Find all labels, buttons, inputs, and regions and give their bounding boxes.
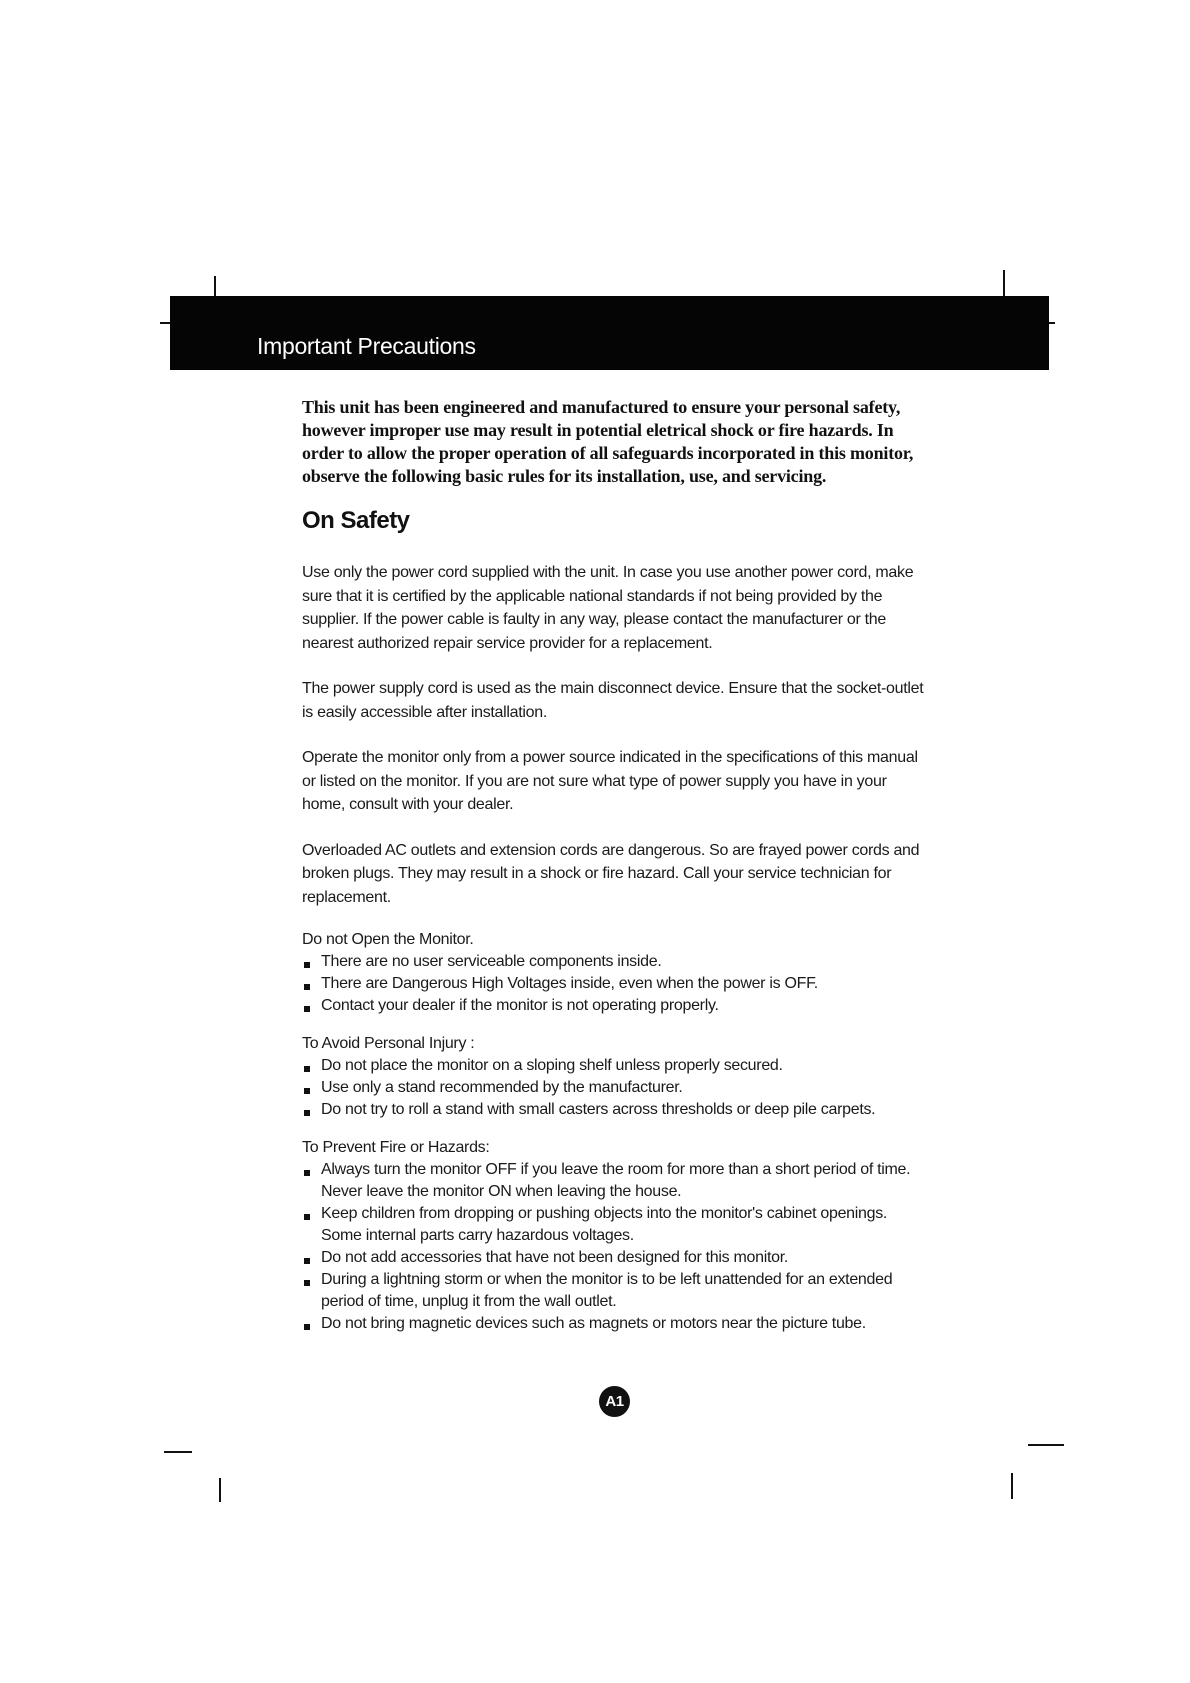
section-heading: On Safety [302,507,410,534]
list-item: Use only a stand recommended by the manufacturer. [302,1077,924,1099]
list-item: Do not bring magnetic devices such as magnets or motors near the picture tube. [302,1313,924,1335]
precaution-group [302,929,924,1017]
list-item: Always turn the monitor OFF if you leave the room for more than a short period of time. Never leave the monitor ON when leaving the house. [302,1159,924,1203]
crop-mark [1028,1444,1064,1446]
crop-mark [1011,1473,1013,1499]
list-item: There are no user serviceable components inside. [302,951,924,973]
list-item: Contact your dealer if the monitor is not operating properly. [302,995,924,1017]
paragraph: Operate the monitor only from a power source indicated in the specifications of this manual or listed on the monitor. If you are not sure what type of power supply you have in your home, consult with your dealer. [302,749,918,813]
list-item: During a lightning storm or when the monitor is to be left unattended for an extended period of time, unplug it from the wall outlet. [302,1269,924,1313]
page-number-badge: A1 [599,1386,630,1417]
list-item: There are Dangerous High Voltages inside, even when the power is OFF. [302,973,924,995]
intro-paragraph: This unit has been engineered and manufactured to ensure your personal safety, however improper use may result in potential eletrical shock or fire hazards. In order to allow the proper operation of all safeguards incorporated in this monitor, observe the following basic rules for its installation, use, and servicing. [302,397,914,486]
precaution-group [302,1033,924,1121]
bullet-list [302,951,924,1017]
bullet-list [302,1159,924,1335]
list-item: Do not try to roll a stand with small casters across thresholds or deep pile carpets. [302,1099,924,1121]
crop-mark [164,1451,192,1453]
crop-mark [1003,270,1005,298]
header-banner [170,296,1049,370]
main-content [302,396,924,1335]
bullet-list [302,1055,924,1121]
group-title: To Avoid Personal Injury : [302,1035,475,1052]
list-item: Do not place the monitor on a sloping shelf unless properly secured. [302,1055,924,1077]
group-title: To Prevent Fire or Hazards: [302,1139,490,1156]
crop-mark [1049,322,1055,324]
paragraph: The power supply cord is used as the main disconnect device. Ensure that the socket-outlet is easily accessible after installation. [302,680,924,721]
list-item: Do not add accessories that have not been designed for this monitor. [302,1247,924,1269]
crop-mark [219,1478,221,1502]
group-title: Do not Open the Monitor. [302,931,474,948]
list-item: Keep children from dropping or pushing objects into the monitor's cabinet openings. Some internal parts carry hazardous voltages. [302,1203,924,1247]
paragraph: Overloaded AC outlets and extension cords are dangerous. So are frayed power cords and broken plugs. They may result in a shock or fire hazard. Call your service technician for replacement. [302,841,920,906]
paragraph: Use only the power cord supplied with the unit. In case you use another power cord, make sure that it is certified by the applicable national standards if not being provided by the supplier. If the power cable is faulty in any way, please contact the manufacturer or the nearest authorized repair service provider for a replacement. [302,564,914,652]
precaution-group [302,1137,924,1335]
page-title: Important Precautions [257,333,476,359]
